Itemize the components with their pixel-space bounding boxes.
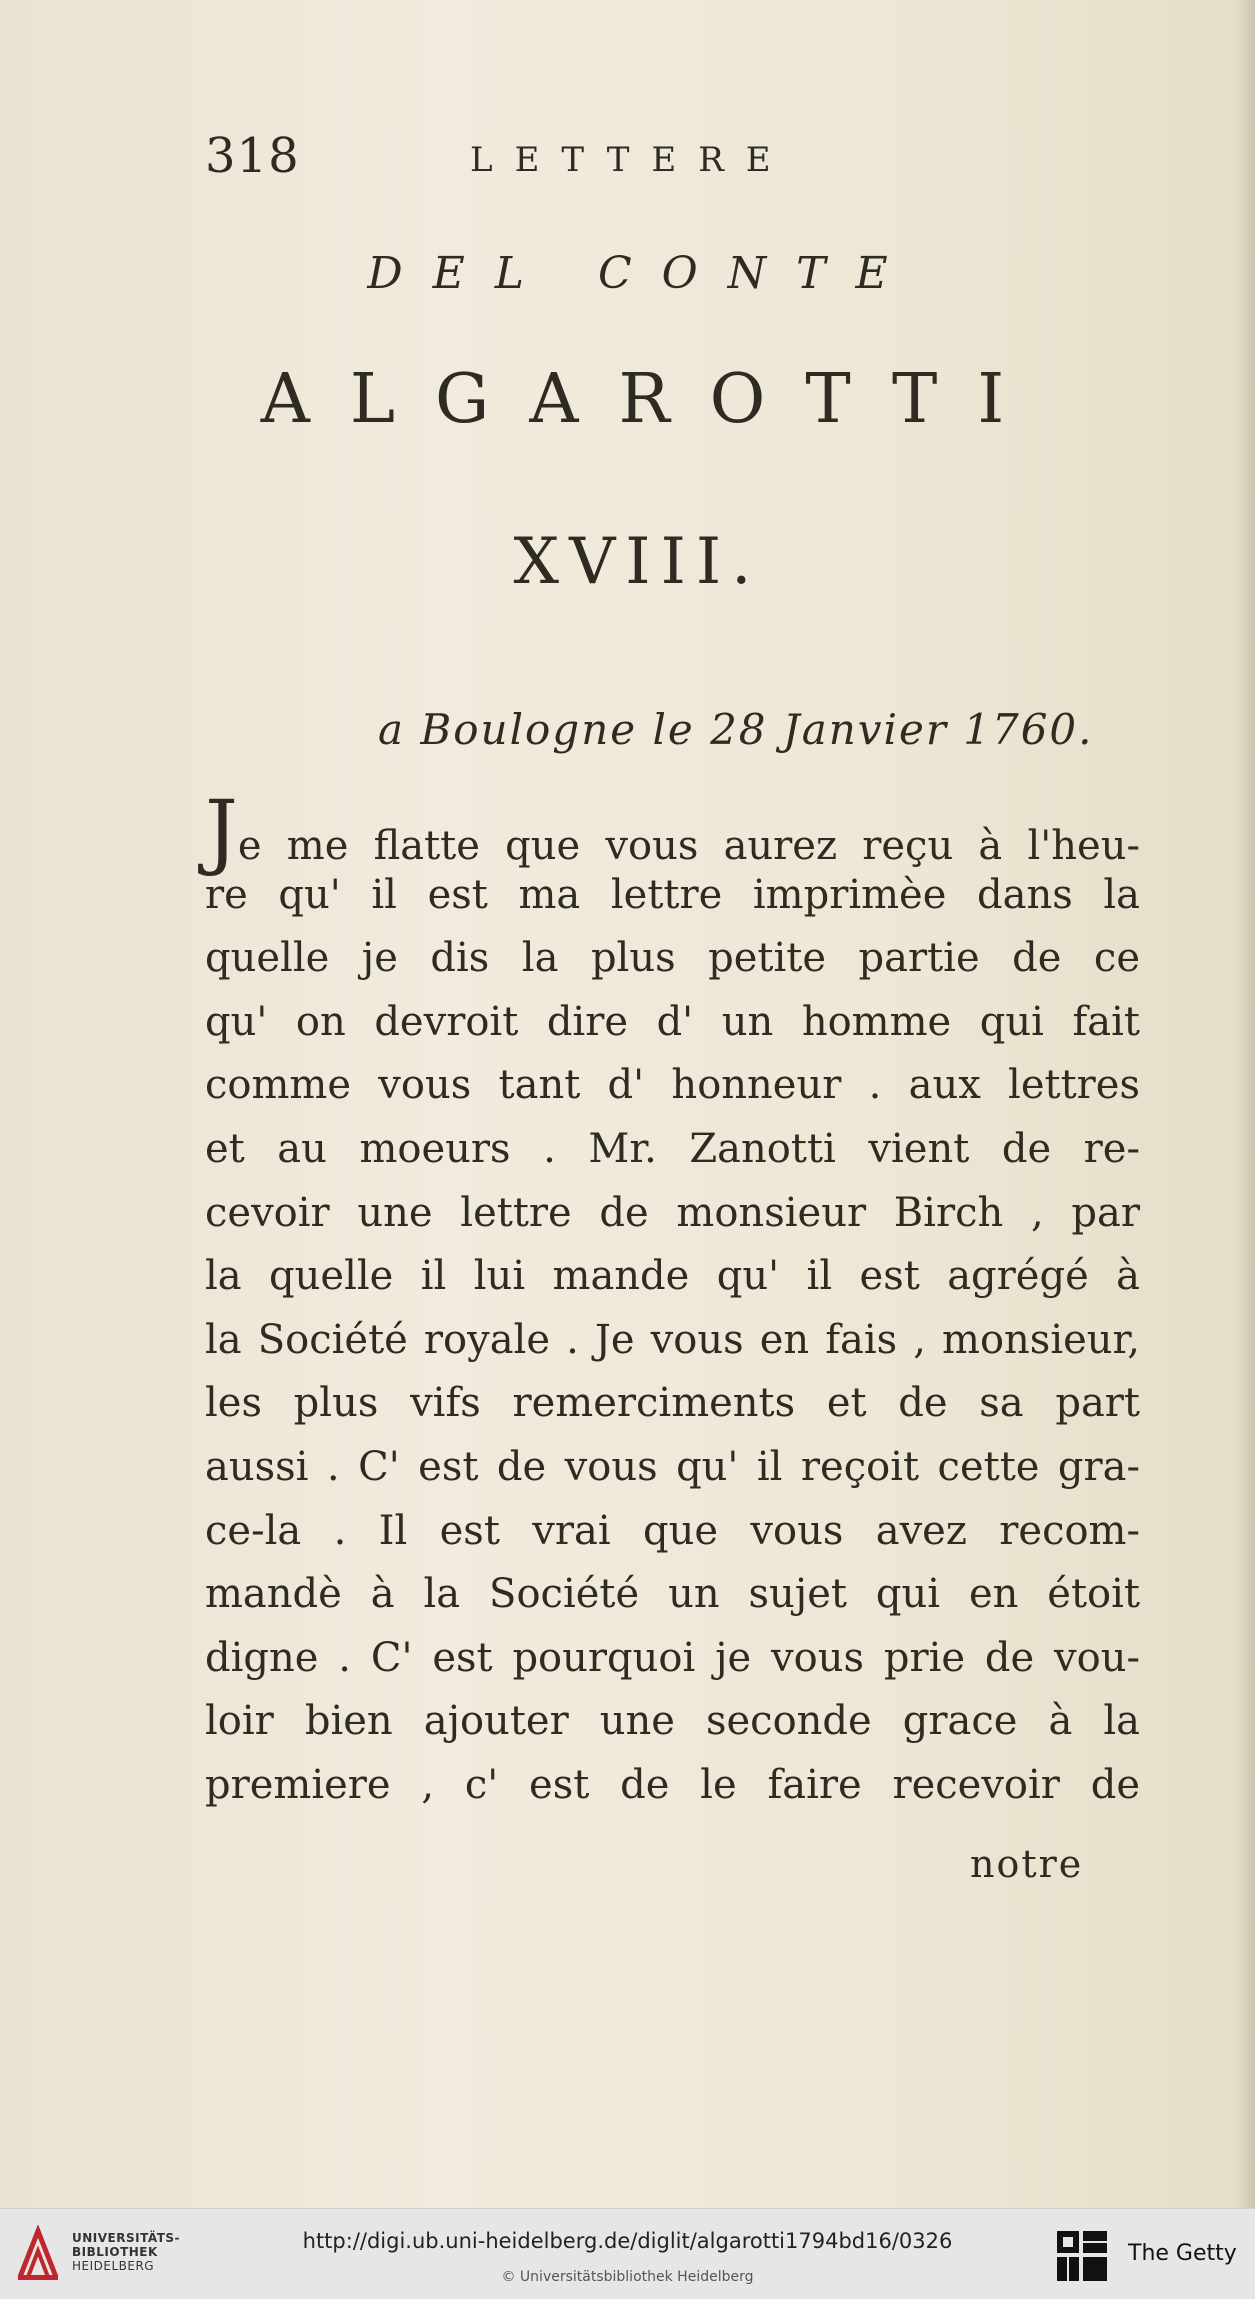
body-line: les plus vifs remerciments et de sa part — [205, 1380, 1140, 1427]
letter-subtitle: DEL CONTE — [367, 248, 918, 299]
body-line: loir bien ajouter une seconde grace à la — [205, 1698, 1140, 1745]
permalink-url[interactable]: http://digi.ub.uni-heidelberg.de/diglit/algarotti1794bd16/0326 — [302, 2229, 953, 2253]
page-number: 318 — [205, 128, 300, 184]
body-line: cevoir une lettre de monsieur Birch , par — [205, 1189, 1140, 1236]
getty-logo-icon — [1055, 2229, 1109, 2283]
body-line: premiere , c' est de le faire recevoir de — [205, 1761, 1140, 1808]
body-line: mandè à la Société un sujet qui en étoit — [205, 1571, 1140, 1618]
author-heading: ALGAROTTI — [260, 360, 1045, 439]
body-line: et au moeurs . Mr. Zanotti vient de re- — [205, 1125, 1140, 1172]
getty-label: The Getty — [1128, 2241, 1237, 2266]
body-line: qu' on devroit dire d' un homme qui fait — [205, 998, 1140, 1045]
page-gutter-shadow — [1237, 0, 1255, 2208]
body-line: re qu' il est ma lettre imprimèe dans la — [205, 871, 1140, 918]
body-line: digne . C' est pourquoi je vous prie de vou- — [205, 1634, 1140, 1681]
body-line: comme vous tant d' honneur . aux lettres — [205, 1062, 1140, 1109]
body-line: quelle je dis la plus petite partie de ce — [205, 935, 1140, 982]
running-head: LETTERE — [470, 140, 793, 180]
viewer-footer — [0, 2208, 1255, 2299]
body-line: Je me flatte que vous aurez reçu à l'heu- — [205, 784, 1140, 879]
catchword: notre — [970, 1842, 1084, 1886]
body-line: ce-la . Il est vrai que vous avez recom- — [205, 1507, 1140, 1554]
copyright-notice: © Universitätsbibliothek Heidelberg — [501, 2269, 754, 2285]
body-line: aussi . C' est de vous qu' il reçoit cette gra- — [205, 1443, 1140, 1490]
library-name: UNIVERSITÄTS- BIBLIOTHEK HEIDELBERG — [72, 2231, 181, 2273]
body-line: la quelle il lui mande qu' il est agrégé à — [205, 1253, 1140, 1300]
body-line: la Société royale . Je vous en fais , monsieur, — [205, 1316, 1140, 1363]
letter-body — [205, 784, 1140, 1818]
dateline: a Boulogne le 28 Janvier 1760. — [378, 705, 1094, 754]
letter-numeral: XVIII. — [513, 525, 762, 599]
